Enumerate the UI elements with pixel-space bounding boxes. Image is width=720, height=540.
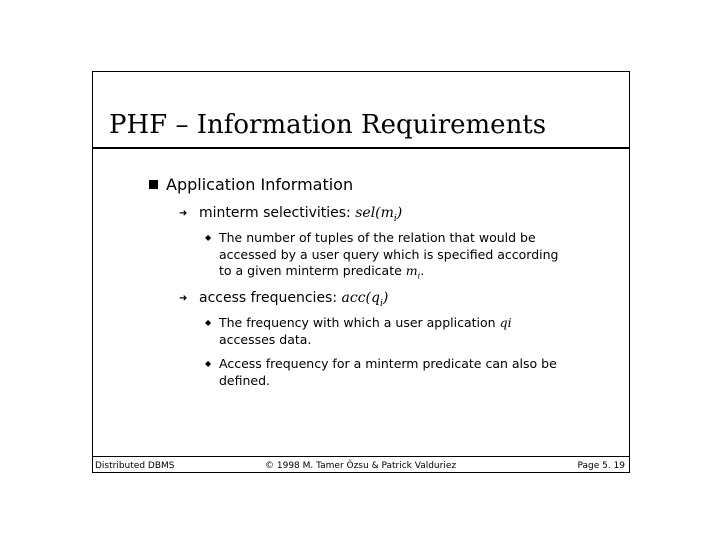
item-formula: $sel(m_i)$ (355, 205, 403, 224)
slide-title: PHF – Information Requirements (109, 110, 547, 140)
note-math: qi (499, 315, 512, 330)
footer-copyright: © 1998 M. Tamer Özsu & Patrick Valduriez (265, 461, 457, 471)
title-divider (93, 147, 629, 149)
arrow-bullet-icon: ➜ (179, 208, 188, 219)
slide-frame (92, 71, 630, 473)
section-label: Application Information (166, 175, 354, 194)
diamond-bullet-icon: ◆ (205, 359, 212, 368)
item-minterm-selectivities (179, 204, 402, 228)
note-text: Access frequency for a minterm predicate can also be defined. (219, 356, 557, 388)
note-math: $m_i$ (405, 263, 421, 281)
footer-divider (93, 456, 629, 457)
square-bullet-icon (149, 180, 158, 189)
note-text: The frequency with which a user application (219, 315, 496, 330)
footer-page-number: Page 5. 19 (577, 461, 625, 471)
note-minterm-selectivity: ◆ The number of tuples of the relation that would be accessed by a user query which is specified according to a given minterm predicate $m_i$. (205, 230, 559, 281)
item-access-frequencies (179, 289, 388, 313)
diamond-bullet-icon: ◆ (205, 233, 212, 242)
note-tail: accesses data. (219, 331, 312, 347)
footer-course: Distributed DBMS (95, 461, 175, 471)
item-term: access frequencies: (199, 290, 338, 306)
note-frequency (205, 315, 565, 348)
diamond-bullet-icon: ◆ (205, 318, 212, 327)
note-text: The number of tuples of the relation that would be accessed by a user query which is specified according to a given minterm predicate (219, 230, 559, 278)
arrow-bullet-icon: ➜ (179, 293, 188, 304)
item-formula: $acc(q_i)$ (341, 290, 389, 309)
section-heading (149, 175, 353, 195)
note-minterm-frequency (205, 356, 565, 389)
item-term: minterm selectivities: (199, 205, 351, 221)
